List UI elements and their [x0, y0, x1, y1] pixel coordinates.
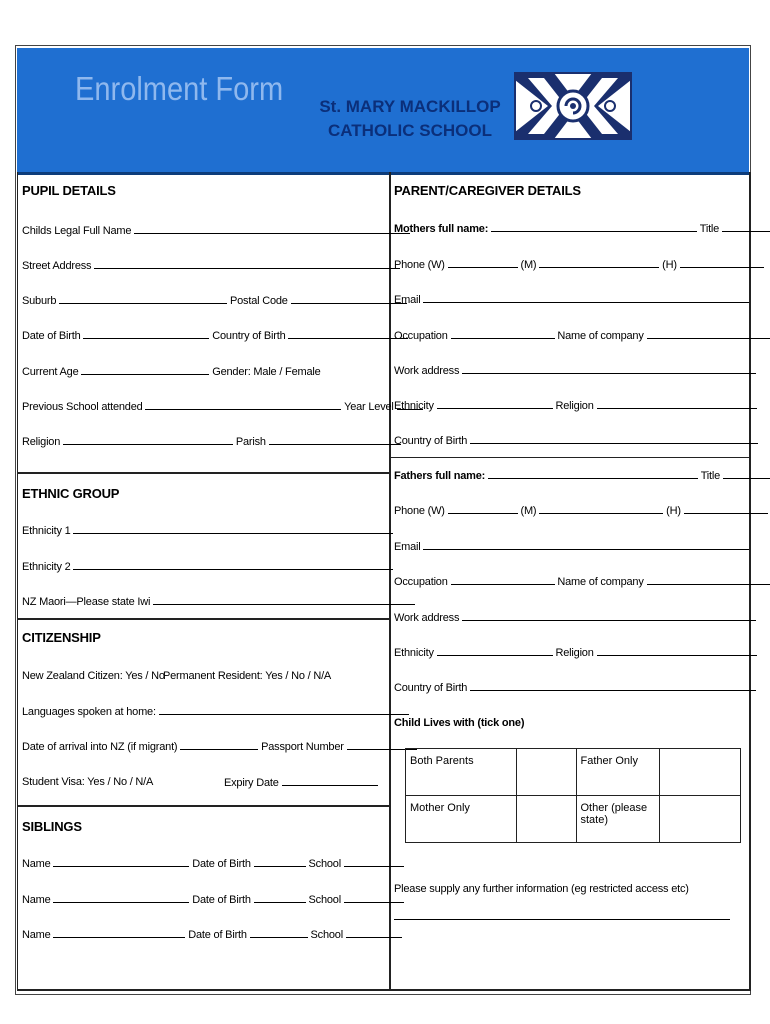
postal-code-label: Postal Code	[230, 295, 288, 307]
sibling-name-input[interactable]	[53, 928, 185, 938]
ethnicity1-label: Ethnicity 1	[22, 525, 71, 537]
expiry-row	[224, 776, 378, 789]
dob-row	[22, 329, 408, 342]
mother-father-divider	[390, 457, 750, 458]
phone-mobile-label: (M)	[520, 505, 537, 517]
school-name	[300, 95, 520, 143]
ethnicity2-input[interactable]	[73, 560, 393, 570]
fathers-country-input[interactable]	[470, 681, 756, 691]
fathers-occupation-row	[394, 575, 770, 588]
languages-label: Languages spoken at home:	[22, 706, 156, 718]
nz-citizen-option[interactable]: New Zealand Citizen: Yes / No	[22, 670, 165, 682]
sibling-school-input[interactable]	[344, 857, 404, 867]
previous-school-row	[22, 400, 423, 413]
ethnicity1-input[interactable]	[73, 524, 393, 534]
pupil-details-heading: PUPIL DETAILS	[22, 183, 116, 198]
sibling-dob-input[interactable]	[250, 928, 308, 938]
company-label: Name of company	[557, 576, 644, 588]
ethnicity2-row	[22, 560, 393, 573]
sibling-name-input[interactable]	[53, 857, 189, 867]
sibling-school-label: School	[308, 858, 341, 870]
other-label: Other (please state)	[576, 796, 660, 843]
mothers-phone-mobile-input[interactable]	[539, 258, 659, 268]
sibling-name-label: Name	[22, 894, 51, 906]
religion-label: Religion	[555, 400, 594, 412]
mothers-work-address-input[interactable]	[462, 364, 756, 374]
both-parents-label: Both Parents	[406, 749, 517, 796]
other-checkbox[interactable]	[660, 796, 741, 843]
phone-mobile-label: (M)	[520, 259, 537, 271]
pupil-ethnic-divider	[17, 472, 390, 474]
legal-name-row	[22, 224, 410, 237]
fathers-phone-work-input[interactable]	[448, 504, 518, 514]
sibling-row	[22, 893, 404, 906]
mothers-phone-home-input[interactable]	[680, 258, 764, 268]
mothers-ethnicity-input[interactable]	[437, 399, 553, 409]
fathers-ethnicity-row	[394, 646, 757, 659]
school-name-line1: St. MARY MACKILLOP	[319, 97, 501, 116]
email-label: Email	[394, 294, 421, 306]
dob-input[interactable]	[83, 329, 209, 339]
father-only-label: Father Only	[576, 749, 660, 796]
suburb-label: Suburb	[22, 295, 57, 307]
suburb-input[interactable]	[59, 294, 227, 304]
sibling-school-label: School	[310, 929, 343, 941]
siblings-heading: SIBLINGS	[22, 819, 82, 834]
country-of-birth-label: Country of Birth	[394, 435, 468, 447]
citizenship-heading: CITIZENSHIP	[22, 630, 101, 645]
fathers-work-address-row	[394, 611, 756, 624]
mothers-title-label: Title	[699, 223, 720, 235]
fathers-work-address-input[interactable]	[462, 611, 756, 621]
citizenship-siblings-divider	[17, 805, 390, 807]
form-title: Enrolment Form	[75, 70, 284, 107]
company-label: Name of company	[557, 330, 644, 342]
suburb-row	[22, 294, 407, 307]
child-lives-table	[405, 748, 741, 843]
sibling-dob-input[interactable]	[254, 857, 306, 867]
fathers-company-input[interactable]	[647, 575, 770, 585]
languages-input[interactable]	[159, 705, 409, 715]
parent-details-heading: PARENT/CAREGIVER DETAILS	[394, 183, 581, 198]
ethnicity1-row	[22, 524, 393, 537]
mothers-country-input[interactable]	[470, 434, 758, 444]
fathers-name-label: Fathers full name:	[394, 470, 486, 482]
mothers-phone-row	[394, 258, 764, 271]
mothers-email-row	[394, 293, 749, 306]
sibling-name-label: Name	[22, 858, 51, 870]
mothers-religion-input[interactable]	[597, 399, 757, 409]
school-name-line2: CATHOLIC SCHOOL	[327, 121, 492, 140]
sibling-row	[22, 928, 402, 941]
fathers-phone-mobile-input[interactable]	[539, 504, 663, 514]
occupation-label: Occupation	[394, 330, 448, 342]
mothers-name-input[interactable]	[491, 222, 697, 232]
arrival-row	[22, 740, 417, 753]
street-label: Street Address	[22, 260, 92, 272]
religion-label: Religion	[22, 436, 61, 448]
work-address-label: Work address	[394, 612, 460, 624]
iwi-row	[22, 595, 415, 608]
phone-work-label: Phone (W)	[394, 505, 445, 517]
parish-label: Parish	[235, 436, 266, 448]
mothers-title-input[interactable]	[722, 222, 770, 232]
mother-only-label: Mother Only	[406, 796, 517, 843]
work-address-label: Work address	[394, 365, 460, 377]
legal-name-label: Childs Legal Full Name	[22, 225, 132, 237]
languages-row	[22, 705, 409, 718]
sibling-dob-input[interactable]	[254, 893, 306, 903]
legal-name-input[interactable]	[134, 224, 410, 234]
sibling-school-label: School	[308, 894, 341, 906]
left-border	[17, 172, 18, 990]
postal-code-input[interactable]	[291, 294, 407, 304]
phone-home-label: (H)	[662, 259, 677, 271]
mothers-email-input[interactable]	[423, 293, 749, 303]
fathers-occupation-input[interactable]	[451, 575, 555, 585]
religion-row	[22, 435, 401, 448]
mothers-ethnicity-row	[394, 399, 757, 412]
further-info-label: Please supply any further information (eg restricted access etc)	[394, 883, 689, 895]
fathers-title-input[interactable]	[723, 469, 770, 479]
ethnic-group-heading: ETHNIC GROUP	[22, 486, 120, 501]
religion-input[interactable]	[63, 435, 233, 445]
mothers-company-input[interactable]	[647, 329, 770, 339]
phone-home-label: (H)	[666, 505, 681, 517]
fathers-name-row	[394, 469, 770, 482]
religion-label: Religion	[555, 647, 594, 659]
street-input[interactable]	[94, 259, 400, 269]
sibling-name-input[interactable]	[53, 893, 189, 903]
mothers-country-row	[394, 434, 758, 447]
bottom-border	[17, 989, 751, 991]
sibling-dob-label: Date of Birth	[188, 929, 247, 941]
both-parents-checkbox[interactable]	[516, 749, 576, 796]
sibling-dob-label: Date of Birth	[192, 894, 251, 906]
fathers-email-row	[394, 540, 749, 553]
fathers-ethnicity-input[interactable]	[437, 646, 553, 656]
iwi-label: NZ Maori—Please state Iwi	[22, 596, 151, 608]
student-visa-option[interactable]: Student Visa: Yes / No / N/A	[22, 776, 154, 788]
expiry-input[interactable]	[282, 776, 378, 786]
school-crest-icon	[514, 72, 632, 140]
ethnicity-label: Ethnicity	[394, 647, 434, 659]
passport-label: Passport Number	[261, 741, 344, 753]
fathers-phone-home-input[interactable]	[684, 504, 768, 514]
form-page	[15, 45, 751, 995]
expiry-label: Expiry Date	[224, 777, 279, 789]
fathers-email-input[interactable]	[423, 540, 749, 550]
occupation-label: Occupation	[394, 576, 448, 588]
mothers-name-row	[394, 222, 770, 235]
fathers-religion-input[interactable]	[597, 646, 757, 656]
country-of-birth-input[interactable]	[288, 329, 408, 339]
phone-work-label: Phone (W)	[394, 259, 445, 271]
ethnicity2-label: Ethnicity 2	[22, 561, 71, 573]
street-row	[22, 259, 400, 272]
country-of-birth-label: Country of Birth	[394, 682, 468, 694]
current-age-input[interactable]	[81, 365, 209, 375]
fathers-country-row	[394, 681, 756, 694]
sibling-school-input[interactable]	[346, 928, 402, 938]
father-only-checkbox[interactable]	[660, 749, 741, 796]
gender-label[interactable]: Gender: Male / Female	[212, 366, 321, 378]
child-lives-heading: Child Lives with (tick one)	[394, 717, 525, 729]
mothers-occupation-row	[394, 329, 770, 342]
ethnic-citizenship-divider	[17, 618, 390, 620]
arrival-input[interactable]	[180, 740, 258, 750]
sibling-dob-label: Date of Birth	[192, 858, 251, 870]
mothers-work-address-row	[394, 364, 756, 377]
previous-school-label: Previous School attended	[22, 401, 143, 413]
age-row	[22, 365, 321, 378]
arrival-label: Date of arrival into NZ (if migrant)	[22, 741, 178, 753]
ethnicity-label: Ethnicity	[394, 400, 434, 412]
sibling-name-label: Name	[22, 929, 51, 941]
email-label: Email	[394, 541, 421, 553]
fathers-phone-row	[394, 504, 768, 517]
further-info-input[interactable]	[394, 919, 730, 920]
iwi-input[interactable]	[153, 595, 415, 605]
country-of-birth-label: Country of Birth	[212, 330, 286, 342]
fathers-name-input[interactable]	[488, 469, 698, 479]
fathers-title-label: Title	[700, 470, 721, 482]
mothers-phone-work-input[interactable]	[448, 258, 518, 268]
sibling-row	[22, 857, 404, 870]
dob-label: Date of Birth	[22, 330, 81, 342]
mothers-occupation-input[interactable]	[451, 329, 555, 339]
mothers-name-label: Mothers full name:	[394, 223, 489, 235]
parish-input[interactable]	[269, 435, 401, 445]
previous-school-input[interactable]	[145, 400, 341, 410]
current-age-label: Current Age	[22, 366, 79, 378]
permanent-resident-option[interactable]: Permanent Resident: Yes / No / N/A	[163, 670, 332, 682]
year-level-label: Year Level	[344, 401, 394, 413]
mother-only-checkbox[interactable]	[516, 796, 576, 843]
